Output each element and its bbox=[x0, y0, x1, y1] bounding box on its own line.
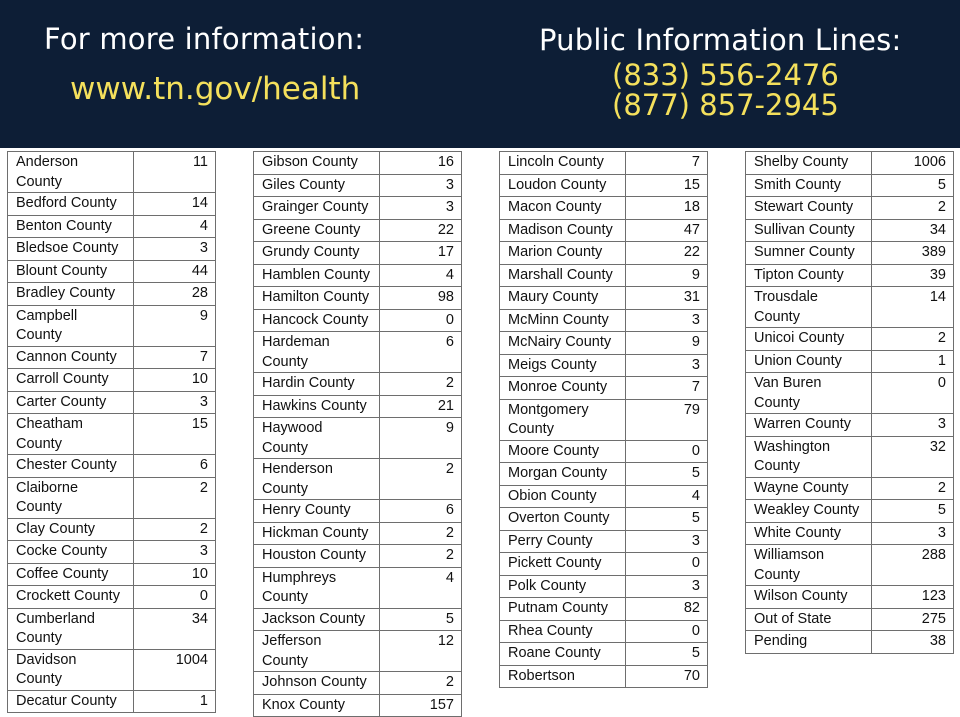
county-name: Cocke County bbox=[8, 541, 134, 564]
case-count: 3 bbox=[626, 530, 708, 553]
county-name: Williamson County bbox=[746, 545, 872, 586]
county-name: Maury County bbox=[500, 287, 626, 310]
case-count: 1 bbox=[872, 350, 954, 373]
case-count: 2 bbox=[380, 373, 462, 396]
case-count: 4 bbox=[134, 215, 216, 238]
county-name: Decatur County bbox=[8, 690, 134, 713]
county-name: Marshall County bbox=[500, 264, 626, 287]
case-count: 10 bbox=[134, 369, 216, 392]
table-row bbox=[500, 463, 708, 486]
county-name: Blount County bbox=[8, 260, 134, 283]
county-name: Cannon County bbox=[8, 346, 134, 369]
case-count: 389 bbox=[872, 242, 954, 265]
table-row bbox=[254, 694, 462, 717]
phone-number-2[interactable]: (877) 857-2945 bbox=[612, 88, 839, 122]
table-row bbox=[500, 530, 708, 553]
case-count: 0 bbox=[134, 586, 216, 609]
case-count: 1 bbox=[134, 690, 216, 713]
county-name: Monroe County bbox=[500, 377, 626, 400]
table-row bbox=[500, 197, 708, 220]
table-row bbox=[500, 377, 708, 400]
county-name: Johnson County bbox=[254, 672, 380, 695]
table-row bbox=[254, 152, 462, 175]
case-count: 1004 bbox=[134, 649, 216, 690]
county-name: Knox County bbox=[254, 694, 380, 717]
table-row bbox=[746, 219, 954, 242]
case-count: 3 bbox=[380, 174, 462, 197]
county-name: Henderson County bbox=[254, 459, 380, 500]
county-name: Hamilton County bbox=[254, 287, 380, 310]
table-row bbox=[254, 242, 462, 265]
case-count: 4 bbox=[380, 264, 462, 287]
table-row bbox=[254, 309, 462, 332]
county-name: Meigs County bbox=[500, 354, 626, 377]
case-count: 0 bbox=[380, 309, 462, 332]
case-count: 21 bbox=[380, 395, 462, 418]
case-count: 5 bbox=[626, 463, 708, 486]
case-count: 16 bbox=[380, 152, 462, 175]
county-name: Pickett County bbox=[500, 553, 626, 576]
table-row bbox=[8, 193, 216, 216]
case-count: 9 bbox=[380, 418, 462, 459]
table-row bbox=[254, 264, 462, 287]
table-row bbox=[500, 287, 708, 310]
case-count: 2 bbox=[872, 477, 954, 500]
county-name: Weakley County bbox=[746, 500, 872, 523]
case-count: 12 bbox=[380, 631, 462, 672]
county-name: Henry County bbox=[254, 500, 380, 523]
county-name: Jackson County bbox=[254, 608, 380, 631]
case-count: 0 bbox=[872, 373, 954, 414]
county-name: Davidson County bbox=[8, 649, 134, 690]
case-count: 79 bbox=[626, 399, 708, 440]
table-row bbox=[8, 477, 216, 518]
county-name: Hawkins County bbox=[254, 395, 380, 418]
table-row bbox=[746, 631, 954, 654]
table-row bbox=[254, 608, 462, 631]
table-row bbox=[500, 665, 708, 688]
phone-number-1[interactable]: (833) 556-2476 bbox=[612, 58, 839, 92]
case-count: 15 bbox=[134, 414, 216, 455]
county-name: Obion County bbox=[500, 485, 626, 508]
county-name: Bledsoe County bbox=[8, 238, 134, 261]
table-row bbox=[500, 242, 708, 265]
case-count: 2 bbox=[872, 328, 954, 351]
table-row bbox=[8, 690, 216, 713]
county-name: Crockett County bbox=[8, 586, 134, 609]
county-name: Haywood County bbox=[254, 418, 380, 459]
county-name: Sullivan County bbox=[746, 219, 872, 242]
county-name: Grainger County bbox=[254, 197, 380, 220]
county-name: Campbell County bbox=[8, 305, 134, 346]
table-row bbox=[746, 436, 954, 477]
table-row bbox=[500, 399, 708, 440]
county-name: Trousdale County bbox=[746, 287, 872, 328]
case-count: 14 bbox=[872, 287, 954, 328]
case-count: 3 bbox=[872, 414, 954, 437]
case-count: 2 bbox=[380, 545, 462, 568]
table-row bbox=[8, 369, 216, 392]
county-name: Morgan County bbox=[500, 463, 626, 486]
table-row bbox=[500, 598, 708, 621]
case-count: 3 bbox=[134, 391, 216, 414]
table-row bbox=[254, 287, 462, 310]
case-count: 0 bbox=[626, 553, 708, 576]
table-row bbox=[500, 620, 708, 643]
table-row bbox=[746, 197, 954, 220]
table-row bbox=[8, 238, 216, 261]
table-row bbox=[746, 586, 954, 609]
county-name: Jefferson County bbox=[254, 631, 380, 672]
county-name: Perry County bbox=[500, 530, 626, 553]
county-name: Union County bbox=[746, 350, 872, 373]
county-name: Carroll County bbox=[8, 369, 134, 392]
case-count: 15 bbox=[626, 174, 708, 197]
county-name: Wayne County bbox=[746, 477, 872, 500]
county-name: Smith County bbox=[746, 174, 872, 197]
case-count: 7 bbox=[626, 377, 708, 400]
county-name: Hardeman County bbox=[254, 332, 380, 373]
case-count: 38 bbox=[872, 631, 954, 654]
case-count: 5 bbox=[872, 500, 954, 523]
table-row bbox=[500, 643, 708, 666]
case-count: 6 bbox=[134, 455, 216, 478]
county-name: White County bbox=[746, 522, 872, 545]
case-count: 11 bbox=[134, 152, 216, 193]
county-name: Montgomery County bbox=[500, 399, 626, 440]
table-row bbox=[746, 152, 954, 175]
case-count: 4 bbox=[380, 567, 462, 608]
table-row bbox=[8, 215, 216, 238]
table-row bbox=[8, 586, 216, 609]
health-website-url[interactable]: www.tn.gov/health bbox=[70, 71, 361, 107]
case-count: 7 bbox=[134, 346, 216, 369]
county-name: Out of State bbox=[746, 608, 872, 631]
county-name: Madison County bbox=[500, 219, 626, 242]
table-row bbox=[254, 174, 462, 197]
case-count: 3 bbox=[872, 522, 954, 545]
case-count: 18 bbox=[626, 197, 708, 220]
county-name: Polk County bbox=[500, 575, 626, 598]
county-name: Van Buren County bbox=[746, 373, 872, 414]
county-name: Moore County bbox=[500, 440, 626, 463]
table-row bbox=[8, 608, 216, 649]
county-name: Shelby County bbox=[746, 152, 872, 175]
case-count: 2 bbox=[872, 197, 954, 220]
table-row bbox=[746, 264, 954, 287]
county-name: Hickman County bbox=[254, 522, 380, 545]
case-count: 17 bbox=[380, 242, 462, 265]
county-table-column-2 bbox=[253, 151, 462, 717]
county-name: Grundy County bbox=[254, 242, 380, 265]
county-name: Greene County bbox=[254, 219, 380, 242]
case-count: 32 bbox=[872, 436, 954, 477]
table-row bbox=[8, 346, 216, 369]
table-row bbox=[254, 395, 462, 418]
county-name: McNairy County bbox=[500, 332, 626, 355]
county-name: Claiborne County bbox=[8, 477, 134, 518]
county-name: Clay County bbox=[8, 518, 134, 541]
county-name: Loudon County bbox=[500, 174, 626, 197]
county-name: Roane County bbox=[500, 643, 626, 666]
county-name: Coffee County bbox=[8, 563, 134, 586]
county-name: Bradley County bbox=[8, 283, 134, 306]
county-name: Cumberland County bbox=[8, 608, 134, 649]
table-row bbox=[746, 287, 954, 328]
case-count: 3 bbox=[134, 541, 216, 564]
table-row bbox=[8, 391, 216, 414]
case-count: 4 bbox=[626, 485, 708, 508]
county-name: Overton County bbox=[500, 508, 626, 531]
case-count: 2 bbox=[380, 459, 462, 500]
county-name: Washington County bbox=[746, 436, 872, 477]
table-row bbox=[500, 152, 708, 175]
case-count: 2 bbox=[380, 672, 462, 695]
county-name: Robertson bbox=[500, 665, 626, 688]
county-name: Sumner County bbox=[746, 242, 872, 265]
table-row bbox=[746, 500, 954, 523]
table-row bbox=[254, 418, 462, 459]
case-count: 9 bbox=[134, 305, 216, 346]
table-row bbox=[746, 608, 954, 631]
case-count: 5 bbox=[872, 174, 954, 197]
county-table-column-3 bbox=[499, 151, 708, 688]
table-row bbox=[746, 522, 954, 545]
county-name: Warren County bbox=[746, 414, 872, 437]
county-name: Benton County bbox=[8, 215, 134, 238]
table-row bbox=[8, 518, 216, 541]
county-name: Anderson County bbox=[8, 152, 134, 193]
county-name: Carter County bbox=[8, 391, 134, 414]
case-count: 39 bbox=[872, 264, 954, 287]
table-row bbox=[8, 649, 216, 690]
county-name: Giles County bbox=[254, 174, 380, 197]
county-name: Unicoi County bbox=[746, 328, 872, 351]
table-row bbox=[746, 350, 954, 373]
case-count: 34 bbox=[872, 219, 954, 242]
case-count: 5 bbox=[380, 608, 462, 631]
table-row bbox=[254, 631, 462, 672]
table-row bbox=[746, 242, 954, 265]
case-count: 9 bbox=[626, 332, 708, 355]
case-count: 7 bbox=[626, 152, 708, 175]
table-row bbox=[8, 563, 216, 586]
table-row bbox=[254, 522, 462, 545]
county-table-column-1 bbox=[7, 151, 216, 713]
case-count: 2 bbox=[380, 522, 462, 545]
more-info-title: For more information: bbox=[44, 22, 365, 56]
table-row bbox=[8, 414, 216, 455]
case-count: 9 bbox=[626, 264, 708, 287]
county-name: Tipton County bbox=[746, 264, 872, 287]
table-row bbox=[8, 305, 216, 346]
county-name: Rhea County bbox=[500, 620, 626, 643]
case-count: 2 bbox=[134, 477, 216, 518]
county-name: Stewart County bbox=[746, 197, 872, 220]
table-row bbox=[500, 508, 708, 531]
case-count: 3 bbox=[134, 238, 216, 261]
table-row bbox=[500, 485, 708, 508]
table-row bbox=[8, 541, 216, 564]
case-count: 0 bbox=[626, 440, 708, 463]
table-row bbox=[8, 260, 216, 283]
table-row bbox=[746, 545, 954, 586]
table-row bbox=[8, 152, 216, 193]
table-row bbox=[254, 373, 462, 396]
case-count: 123 bbox=[872, 586, 954, 609]
table-row bbox=[746, 328, 954, 351]
county-name: Chester County bbox=[8, 455, 134, 478]
county-name: Humphreys County bbox=[254, 567, 380, 608]
table-row bbox=[746, 477, 954, 500]
case-count: 0 bbox=[626, 620, 708, 643]
table-row bbox=[500, 575, 708, 598]
public-info-lines-title: Public Information Lines: bbox=[539, 23, 902, 57]
case-count: 28 bbox=[134, 283, 216, 306]
county-name: Marion County bbox=[500, 242, 626, 265]
case-count: 3 bbox=[626, 354, 708, 377]
case-count: 34 bbox=[134, 608, 216, 649]
case-count: 98 bbox=[380, 287, 462, 310]
county-name: Cheatham County bbox=[8, 414, 134, 455]
county-name: Houston County bbox=[254, 545, 380, 568]
table-row bbox=[500, 354, 708, 377]
case-count: 31 bbox=[626, 287, 708, 310]
table-row bbox=[8, 455, 216, 478]
case-count: 82 bbox=[626, 598, 708, 621]
table-row bbox=[746, 174, 954, 197]
table-row bbox=[746, 373, 954, 414]
case-count: 3 bbox=[626, 309, 708, 332]
table-row bbox=[500, 309, 708, 332]
case-count: 288 bbox=[872, 545, 954, 586]
case-count: 2 bbox=[134, 518, 216, 541]
county-name: Wilson County bbox=[746, 586, 872, 609]
table-row bbox=[254, 332, 462, 373]
table-row bbox=[500, 264, 708, 287]
case-count: 157 bbox=[380, 694, 462, 717]
county-name: McMinn County bbox=[500, 309, 626, 332]
table-row bbox=[746, 414, 954, 437]
table-row bbox=[500, 219, 708, 242]
table-row bbox=[500, 174, 708, 197]
case-count: 3 bbox=[626, 575, 708, 598]
table-row bbox=[254, 545, 462, 568]
case-count: 6 bbox=[380, 500, 462, 523]
county-name: Hancock County bbox=[254, 309, 380, 332]
county-name: Pending bbox=[746, 631, 872, 654]
case-count: 14 bbox=[134, 193, 216, 216]
table-row bbox=[254, 459, 462, 500]
county-name: Putnam County bbox=[500, 598, 626, 621]
table-row bbox=[254, 219, 462, 242]
county-name: Lincoln County bbox=[500, 152, 626, 175]
county-name: Gibson County bbox=[254, 152, 380, 175]
county-table-column-4 bbox=[745, 151, 954, 654]
info-header bbox=[0, 0, 960, 148]
table-row bbox=[500, 553, 708, 576]
case-count: 22 bbox=[626, 242, 708, 265]
table-row bbox=[500, 332, 708, 355]
table-row bbox=[254, 567, 462, 608]
county-name: Bedford County bbox=[8, 193, 134, 216]
case-count: 10 bbox=[134, 563, 216, 586]
case-count: 70 bbox=[626, 665, 708, 688]
case-count: 275 bbox=[872, 608, 954, 631]
case-count: 6 bbox=[380, 332, 462, 373]
case-count: 44 bbox=[134, 260, 216, 283]
table-row bbox=[8, 283, 216, 306]
case-count: 47 bbox=[626, 219, 708, 242]
table-row bbox=[500, 440, 708, 463]
county-name: Hardin County bbox=[254, 373, 380, 396]
case-count: 3 bbox=[380, 197, 462, 220]
table-row bbox=[254, 500, 462, 523]
case-count: 1006 bbox=[872, 152, 954, 175]
case-count: 5 bbox=[626, 643, 708, 666]
case-count: 5 bbox=[626, 508, 708, 531]
case-count: 22 bbox=[380, 219, 462, 242]
county-name: Hamblen County bbox=[254, 264, 380, 287]
table-row bbox=[254, 197, 462, 220]
county-name: Macon County bbox=[500, 197, 626, 220]
